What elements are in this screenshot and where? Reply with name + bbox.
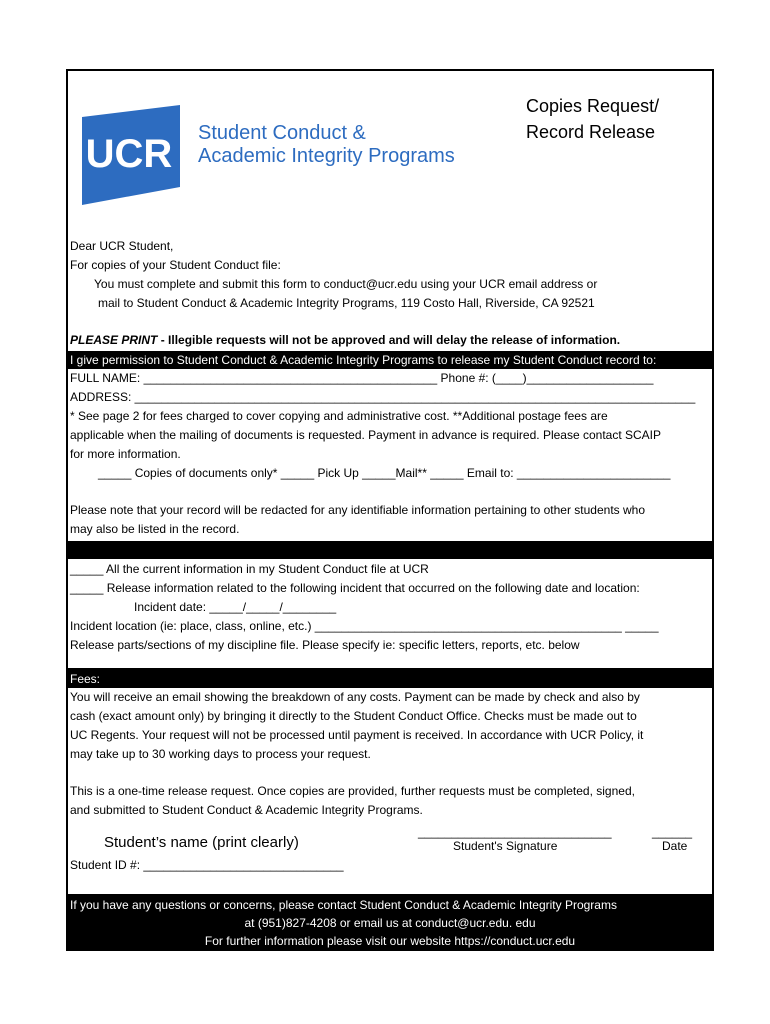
release-all-option[interactable]: _____ All the current information in my Student Conduct file at UCR (70, 562, 429, 576)
fees-p2-line1: This is a one-time release request. Once copies are provided, further requests must be completed, signed, (70, 784, 635, 798)
org-name-line2: Academic Integrity Programs (198, 145, 455, 167)
address-field[interactable]: ADDRESS: ____________________________________________________________________________________ (70, 390, 696, 404)
footer-line2: at (951)827-4208 or email us at conduct@ucr.edu. edu (244, 916, 536, 930)
fees-p2-line2: and submitted to Student Conduct & Academic Integrity Programs. (70, 803, 423, 817)
print-notice-emphasis: PLEASE PRINT (70, 333, 158, 347)
fees-p1-line1: You will receive an email showing the breakdown of any costs. Payment can be made by check and also by (70, 690, 640, 704)
form-title (526, 93, 659, 145)
footer-line3: For further information please visit our website https://conduct.ucr.edu (204, 934, 576, 948)
fees-note-line1: * See page 2 for fees charged to cover copying and administrative cost. **Additional postage fees are (70, 409, 608, 423)
student-id-field[interactable]: Student ID #: ______________________________ (70, 858, 344, 872)
date-field[interactable]: ______ (652, 825, 693, 839)
delivery-options[interactable]: _____ Copies of documents only* _____ Pick Up _____Mail** _____ Email to: _______________________ (98, 466, 671, 480)
fees-p1-line3: UC Regents. Your request will not be processed until payment is received. In accordance with UCR Policy, it (70, 728, 644, 742)
release-incident-option[interactable]: _____ Release information related to the following incident that occurred on the following date and location: (70, 581, 640, 595)
org-name-line1: Student Conduct & (198, 122, 366, 144)
section-bar (68, 541, 712, 559)
print-notice-rest: - Illegible requests will not be approved and will delay the release of information. (157, 333, 621, 347)
form-page (66, 69, 714, 951)
fees-bar: Fees: (68, 670, 712, 688)
signature-field[interactable]: _____________________________ (418, 825, 612, 839)
intro-section (70, 237, 706, 313)
fees-note-line2: applicable when the mailing of documents is requested. Payment in advance is required. Please contact SCAIP (70, 428, 661, 442)
footer (68, 894, 712, 949)
redaction-note (70, 501, 706, 539)
release-section (70, 560, 706, 655)
greeting: Dear UCR Student, (70, 239, 174, 253)
ucr-logo (82, 105, 180, 205)
fees-p1-line4: may take up to 30 working days to process your request. (70, 747, 371, 761)
intro-line1: For copies of your Student Conduct file: (70, 258, 281, 272)
org-name (198, 122, 455, 168)
release-parts: Release parts/sections of my discipline file. Please specify ie: specific letters, reports, etc. below (70, 638, 580, 652)
form-title-line1: Copies Request/ (526, 96, 660, 116)
redaction-line2: may also be listed in the record. (70, 522, 240, 536)
contact-section (70, 369, 706, 483)
permission-bar: I give permission to Student Conduct & Academic Integrity Programs to release my Student Conduct record to: (68, 351, 712, 369)
fees-p1-line2: cash (exact amount only) by bringing it directly to the Student Conduct Office. Checks must be made out to (70, 709, 637, 723)
intro-line2: You must complete and submit this form to conduct@ucr.edu using your UCR email address or (94, 277, 598, 291)
student-name-label: Student’s name (print clearly) (104, 834, 299, 851)
fees-note-line3: for more information. (70, 447, 181, 461)
logo-text: UCR (85, 132, 173, 176)
incident-date-field[interactable]: Incident date: _____/_____/________ (134, 600, 337, 614)
redaction-line1: Please note that your record will be redacted for any identifiable information pertaining to other students who (70, 503, 646, 517)
signature-label: Student's Signature (453, 839, 558, 853)
intro-line3: mail to Student Conduct & Academic Integrity Programs, 119 Costo Hall, Riverside, CA 92521 (98, 296, 595, 310)
form-title-line2: Record Release (526, 122, 656, 142)
date-label: Date (662, 839, 688, 853)
fees-section (70, 688, 706, 820)
incident-location-field[interactable]: Incident location (ie: place, class, online, etc.) ______________________________________________ _____ (70, 619, 659, 633)
full-name-field[interactable]: FULL NAME: ____________________________________________ Phone #: (____)___________________ (70, 371, 654, 385)
footer-line1: If you have any questions or concerns, please contact Student Conduct & Academic Integrity Programs (70, 898, 617, 912)
print-notice (70, 331, 706, 350)
